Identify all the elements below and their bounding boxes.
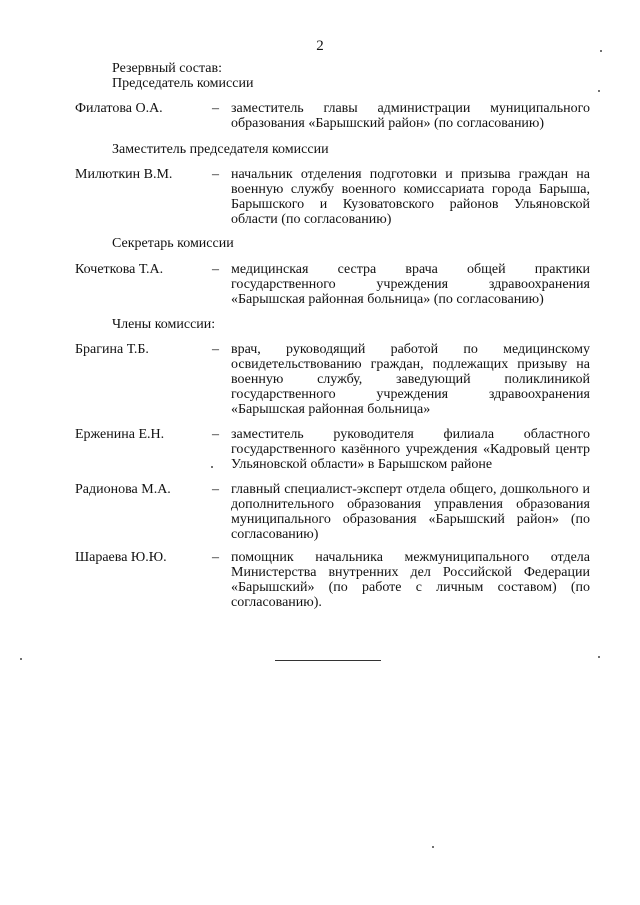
entry-dash: – (212, 427, 219, 442)
entry-description: заместитель главы администрации муниципального образования «Барышский район» (по согласованию) (231, 101, 590, 131)
entry-dash: – (212, 482, 219, 497)
entry-dash: – (212, 262, 219, 277)
scan-speck (432, 846, 434, 848)
page-number: 2 (316, 38, 324, 54)
entry-erzhenina (75, 427, 590, 472)
heading-members: Члены комиссии: (112, 317, 216, 332)
entry-milyutkin (75, 167, 590, 227)
entry-name: Милюткин В.М. (75, 167, 173, 182)
entry-dash: – (212, 101, 219, 116)
heading-deputy: Заместитель председателя комиссии (112, 142, 329, 157)
heading-reserve: Резервный состав: (112, 61, 223, 76)
entry-description: врач, руководящий работой по медицинскому освидетельствованию граждан, подлежащих призыву на военную службу, заведующий поликлиникой государственного учреждения здравоохранения «Барышская районная больница» (231, 342, 590, 417)
entry-dash: – (212, 167, 219, 182)
heading-secretary: Секретарь комиссии (112, 236, 234, 251)
heading-chairman: Председатель комиссии (112, 76, 254, 91)
entry-description: заместитель руководителя филиала областного государственного казённого учреждения «Кадровый центр Ульяновской области» в Барышском районе (231, 427, 590, 472)
scan-speck (598, 90, 600, 92)
entry-bragina (75, 342, 590, 417)
entry-sharaeva (75, 550, 590, 610)
entry-name: Ерженина Е.Н. (75, 427, 165, 442)
scan-speck (600, 50, 602, 52)
entry-name: Брагина Т.Б. (75, 342, 149, 357)
closing-rule (275, 660, 381, 661)
entry-kochetkova (75, 262, 590, 307)
entry-name: Радионова М.А. (75, 482, 171, 497)
entry-dash: – (212, 342, 219, 357)
entry-description: помощник начальника межмуниципального отдела Министерства внутренних дел Российской Федерации «Барышский» (по работе с личным составом) (по согласованию). (231, 550, 590, 610)
entry-description: медицинская сестра врача общей практики государственного учреждения здравоохранения «Барышская районная больница» (по согласованию) (231, 262, 590, 307)
scan-speck (598, 656, 600, 658)
entry-radionova (75, 482, 590, 542)
entry-name: Кочеткова Т.А. (75, 262, 164, 277)
entry-description: главный специалист-эксперт отдела общего, дошкольного и дополнительного образования управления образования муниципального образования «Барышский район» (по согласованию) (231, 482, 590, 542)
entry-name: Шараева Ю.Ю. (75, 550, 167, 565)
entry-name: Филатова О.А. (75, 101, 163, 116)
entry-description: начальник отделения подготовки и призыва граждан на военную службу военного комиссариата города Барыша, Барышского и Кузоватовского районов Ульяновской области (по согласованию) (231, 167, 590, 227)
scan-speck (211, 466, 213, 468)
scan-speck (20, 658, 22, 660)
entry-dash: – (212, 550, 219, 565)
entry-filatova (75, 101, 590, 131)
